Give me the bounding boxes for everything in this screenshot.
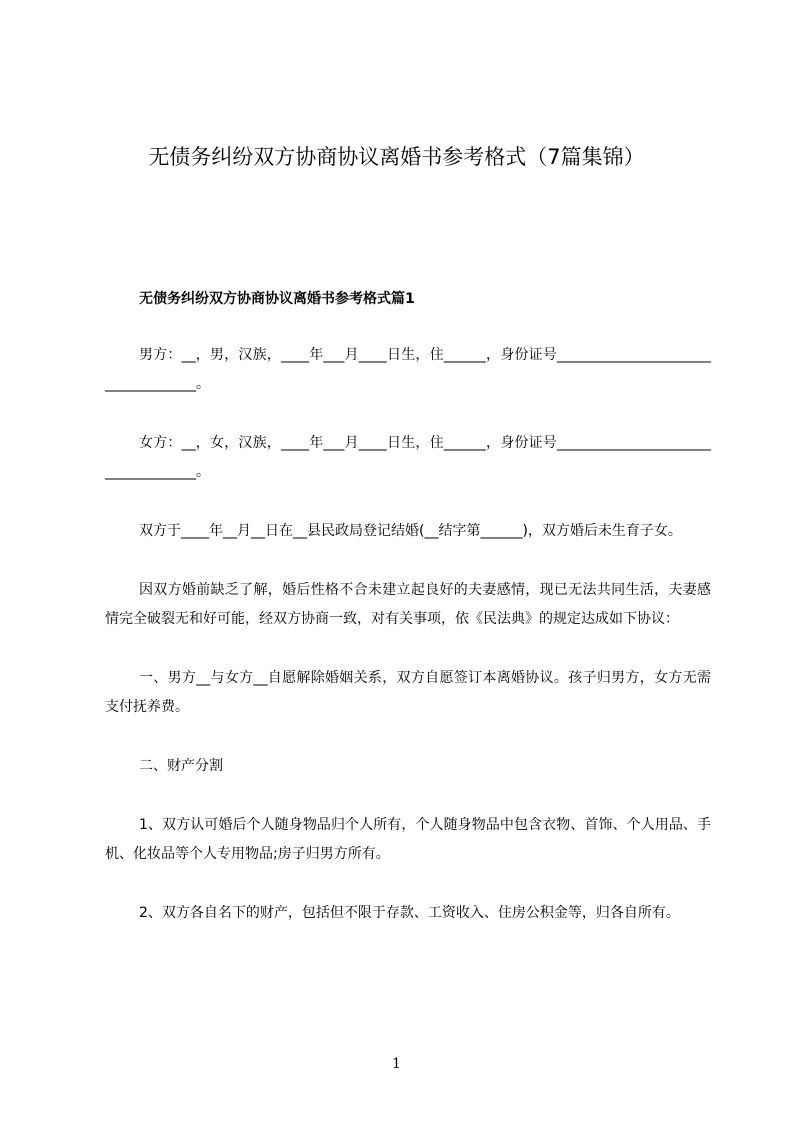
paragraph-female-party: 女方：__，女，汉族，____年___月____日生，住______，身份证号___________________________________。 (105, 435, 711, 480)
paragraph-male-party: 男方：__，男，汉族，____年___月____日生，住______，身份证号___________________________________。 (105, 347, 711, 392)
paragraph-divorce-reason: 因双方婚前缺乏了解，婚后性格不合未建立起良好的夫妻感情，现已无法共同生活，夫妻感情完全破裂无和好可能，经双方协商一致，对有关事项，依《民法典》的规定达成如下协议： (105, 582, 711, 627)
document-title: 无债务纠纷双方协商协议离婚书参考格式（7篇集锦） (148, 145, 645, 169)
page-number: 1 (392, 1056, 401, 1072)
paragraph-marriage-registration: 双方于____年__月__日在__县民政局登记结婚(__结字第______)，双方婚后未生育子女。 (139, 523, 682, 539)
section-heading: 无债务纠纷双方协商协议离婚书参考格式篇1 (139, 291, 415, 307)
paragraph-property-item-1: 1、双方认可婚后个人随身物品归个人所有，个人随身物品中包含衣物、首饰、个人用品、手机、化妆品等个人专用物品;房子归男方所有。 (105, 817, 711, 862)
paragraph-clause-one: 一、男方__与女方__自愿解除婚姻关系，双方自愿签订本离婚协议。孩子归男方，女方无需支付抚养费。 (105, 670, 711, 715)
document-body (105, 285, 711, 928)
paragraph-property-item-2: 2、双方各自名下的财产，包括但不限于存款、工资收入、住房公积金等，归各自所有。 (139, 905, 680, 921)
paragraph-property-heading: 二、财产分割 (139, 758, 223, 774)
